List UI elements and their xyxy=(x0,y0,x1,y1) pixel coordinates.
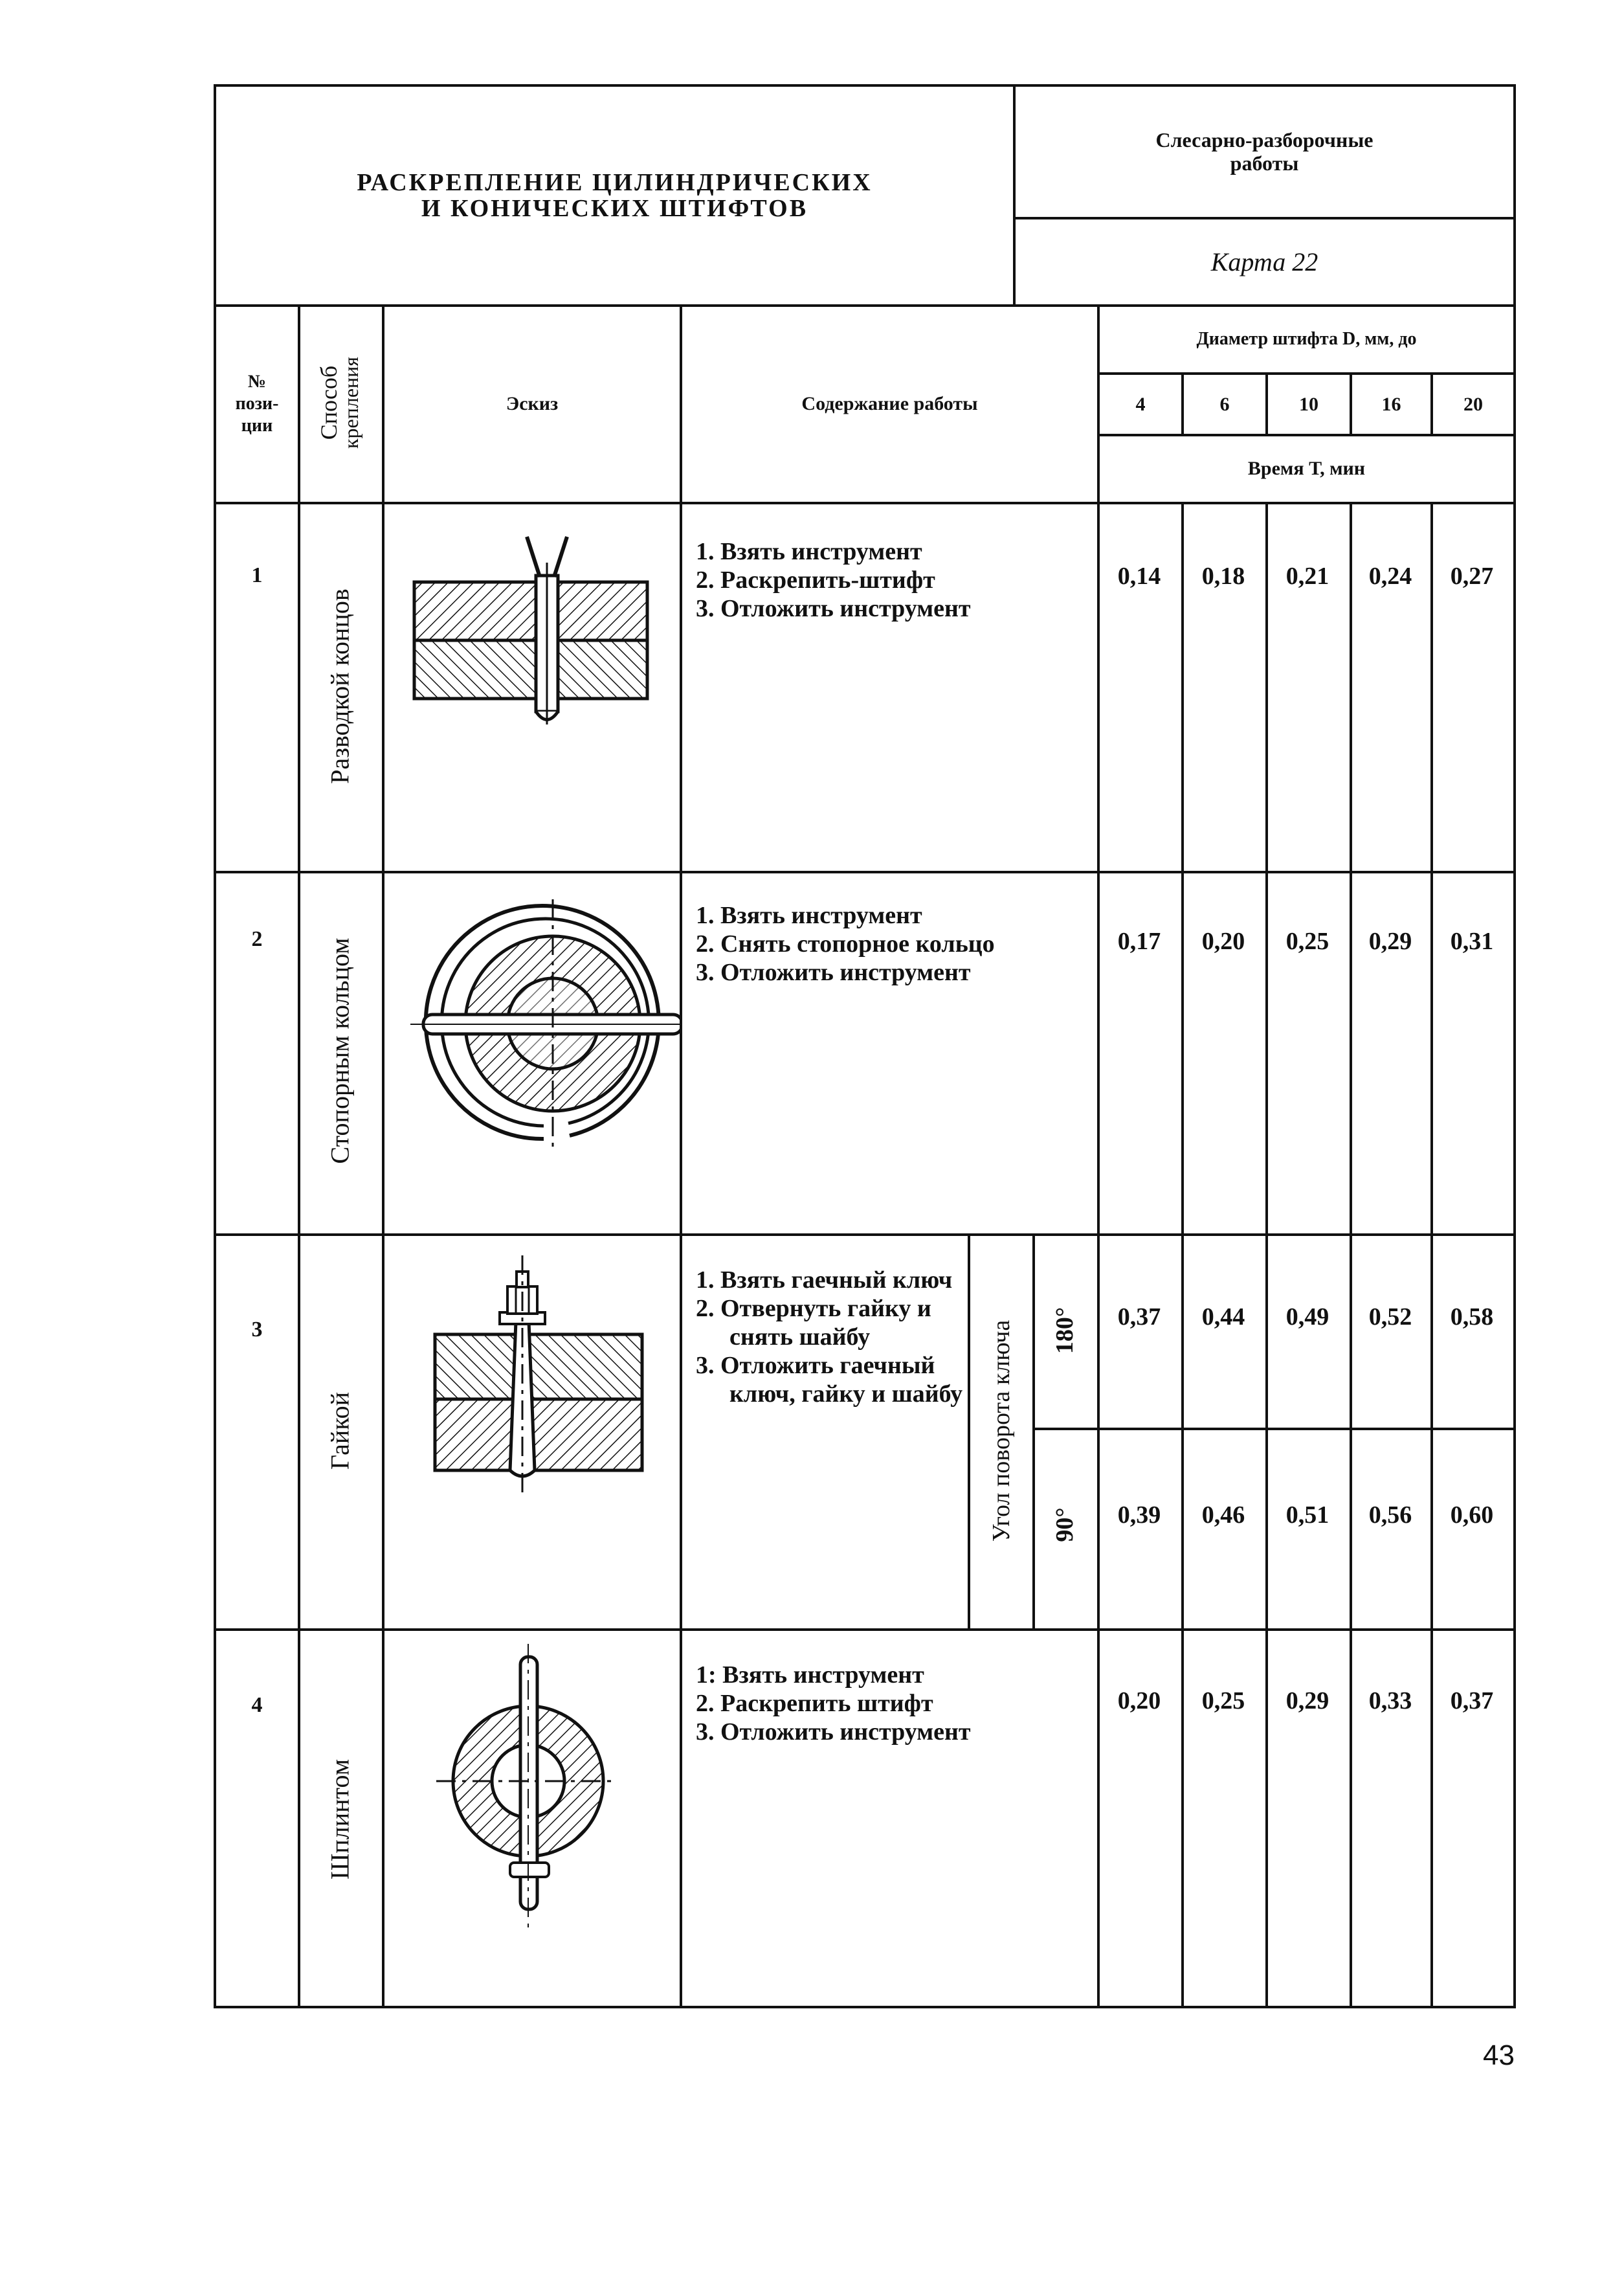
diameter-4: 4 xyxy=(1135,393,1146,415)
title-line-1: РАСКРЕПЛЕНИЕ ЦИЛИНДРИЧЕСКИХ xyxy=(357,169,873,196)
sketch-split-pin xyxy=(384,504,680,871)
row-1-time-d16: 0,24 xyxy=(1368,563,1412,590)
page-title xyxy=(216,87,1013,304)
row-3-180-time-d4: 0,37 xyxy=(1117,1303,1161,1330)
row-4-time-d6: 0,25 xyxy=(1201,1687,1245,1714)
category-line-1: Слесарно-разборочные xyxy=(1155,128,1374,152)
sketch-nut-pin xyxy=(384,1236,680,1628)
row-3-180-time-d16: 0,52 xyxy=(1368,1303,1412,1330)
row-2-time-d6: 0,20 xyxy=(1201,928,1245,955)
row-4-step-1: 1: Взять инструмент xyxy=(696,1661,924,1689)
row-2-time-d4: 0,17 xyxy=(1117,928,1161,955)
row-4-time-d20: 0,37 xyxy=(1450,1687,1494,1714)
row-2-step-2: 2. Снять стопорное кольцо xyxy=(696,930,995,958)
row-4-time-d16: 0,33 xyxy=(1368,1687,1412,1714)
row-3-90-time-d4: 0,39 xyxy=(1117,1501,1161,1529)
diameter-6: 6 xyxy=(1219,393,1230,415)
row-3-90-time-d20: 0,60 xyxy=(1450,1501,1494,1529)
row-3-90-time-d6: 0,46 xyxy=(1201,1501,1245,1529)
row-4-time-d4: 0,20 xyxy=(1117,1687,1161,1714)
diameter-20: 20 xyxy=(1463,393,1483,415)
row-4-step-3: 3. Отложить инструмент xyxy=(696,1718,971,1746)
row-2-step-1: 1. Взять инструмент xyxy=(696,902,922,929)
sketch-cotter-pin xyxy=(384,1631,680,2006)
row-2-steps xyxy=(696,901,1094,987)
position-header xyxy=(216,307,298,501)
row-1-time-d10: 0,21 xyxy=(1285,563,1329,590)
position-header-line-2: пози- xyxy=(235,394,279,414)
row-2-time-d20: 0,31 xyxy=(1450,928,1494,955)
time-header: Время Т, мин xyxy=(1247,458,1366,479)
row-3-90-time-d10: 0,51 xyxy=(1285,1501,1329,1529)
row-3-90-time-d16: 0,56 xyxy=(1368,1501,1412,1529)
method-header-line-1: Способ xyxy=(316,365,342,440)
sketch-retaining-ring xyxy=(384,873,680,1233)
row-3-step-2: 2. Отвернуть гайку и снять шайбу xyxy=(696,1295,931,1351)
row-2-time-d16: 0,29 xyxy=(1368,928,1412,955)
row-3-position: 3 xyxy=(251,1318,263,1342)
row-1-steps xyxy=(696,537,1084,623)
diameter-16: 16 xyxy=(1381,393,1401,415)
row-1-step-3: 3. Отложить инструмент xyxy=(696,595,971,622)
row-3-step-3: 3. Отложить гаечный ключ, гайку и шайбу xyxy=(696,1352,963,1408)
row-1-time-d6: 0,18 xyxy=(1201,563,1245,590)
category-line-2: работы xyxy=(1230,152,1299,175)
row-3-180-time-d20: 0,58 xyxy=(1450,1303,1494,1330)
row-1-position: 1 xyxy=(251,563,263,587)
row-2-time-d10: 0,25 xyxy=(1285,928,1329,955)
row-2-step-3: 3. Отложить инструмент xyxy=(696,959,971,986)
row-4-time-d10: 0,29 xyxy=(1285,1687,1329,1714)
row-3-step-1: 1. Взять гаечный ключ xyxy=(696,1266,953,1294)
position-header-line-1: № xyxy=(247,372,267,392)
row-2-position: 2 xyxy=(251,927,263,951)
row-1-step-2: 2. Раскрепить-штифт xyxy=(696,567,935,594)
method-header-line-2: крепления xyxy=(339,356,362,449)
row-1-time-d20: 0,27 xyxy=(1450,563,1494,590)
sketch-header: Эскиз xyxy=(506,393,559,414)
row-3-180-time-d10: 0,49 xyxy=(1285,1303,1329,1330)
page-number: 43 xyxy=(1483,2039,1515,2071)
row-4-step-2: 2. Раскрепить штифт xyxy=(696,1690,933,1717)
row-3-180-time-d6: 0,44 xyxy=(1201,1303,1245,1330)
row-4-position: 4 xyxy=(251,1693,263,1717)
title-line-2: И КОНИЧЕСКИХ ШТИФТОВ xyxy=(421,195,808,222)
work-header: Содержание работы xyxy=(801,393,978,414)
row-4-steps xyxy=(696,1661,1094,1746)
row-1-step-1: 1. Взять инструмент xyxy=(696,538,922,565)
diameter-10: 10 xyxy=(1299,393,1318,415)
row-1-time-d4: 0,14 xyxy=(1117,563,1161,590)
diameter-header: Диаметр штифта D, мм, до xyxy=(1196,329,1417,349)
row-3-steps xyxy=(696,1266,964,1408)
card-number: Карта 22 xyxy=(1210,247,1318,276)
position-header-line-3: ции xyxy=(241,416,273,436)
work-category xyxy=(1016,87,1513,216)
